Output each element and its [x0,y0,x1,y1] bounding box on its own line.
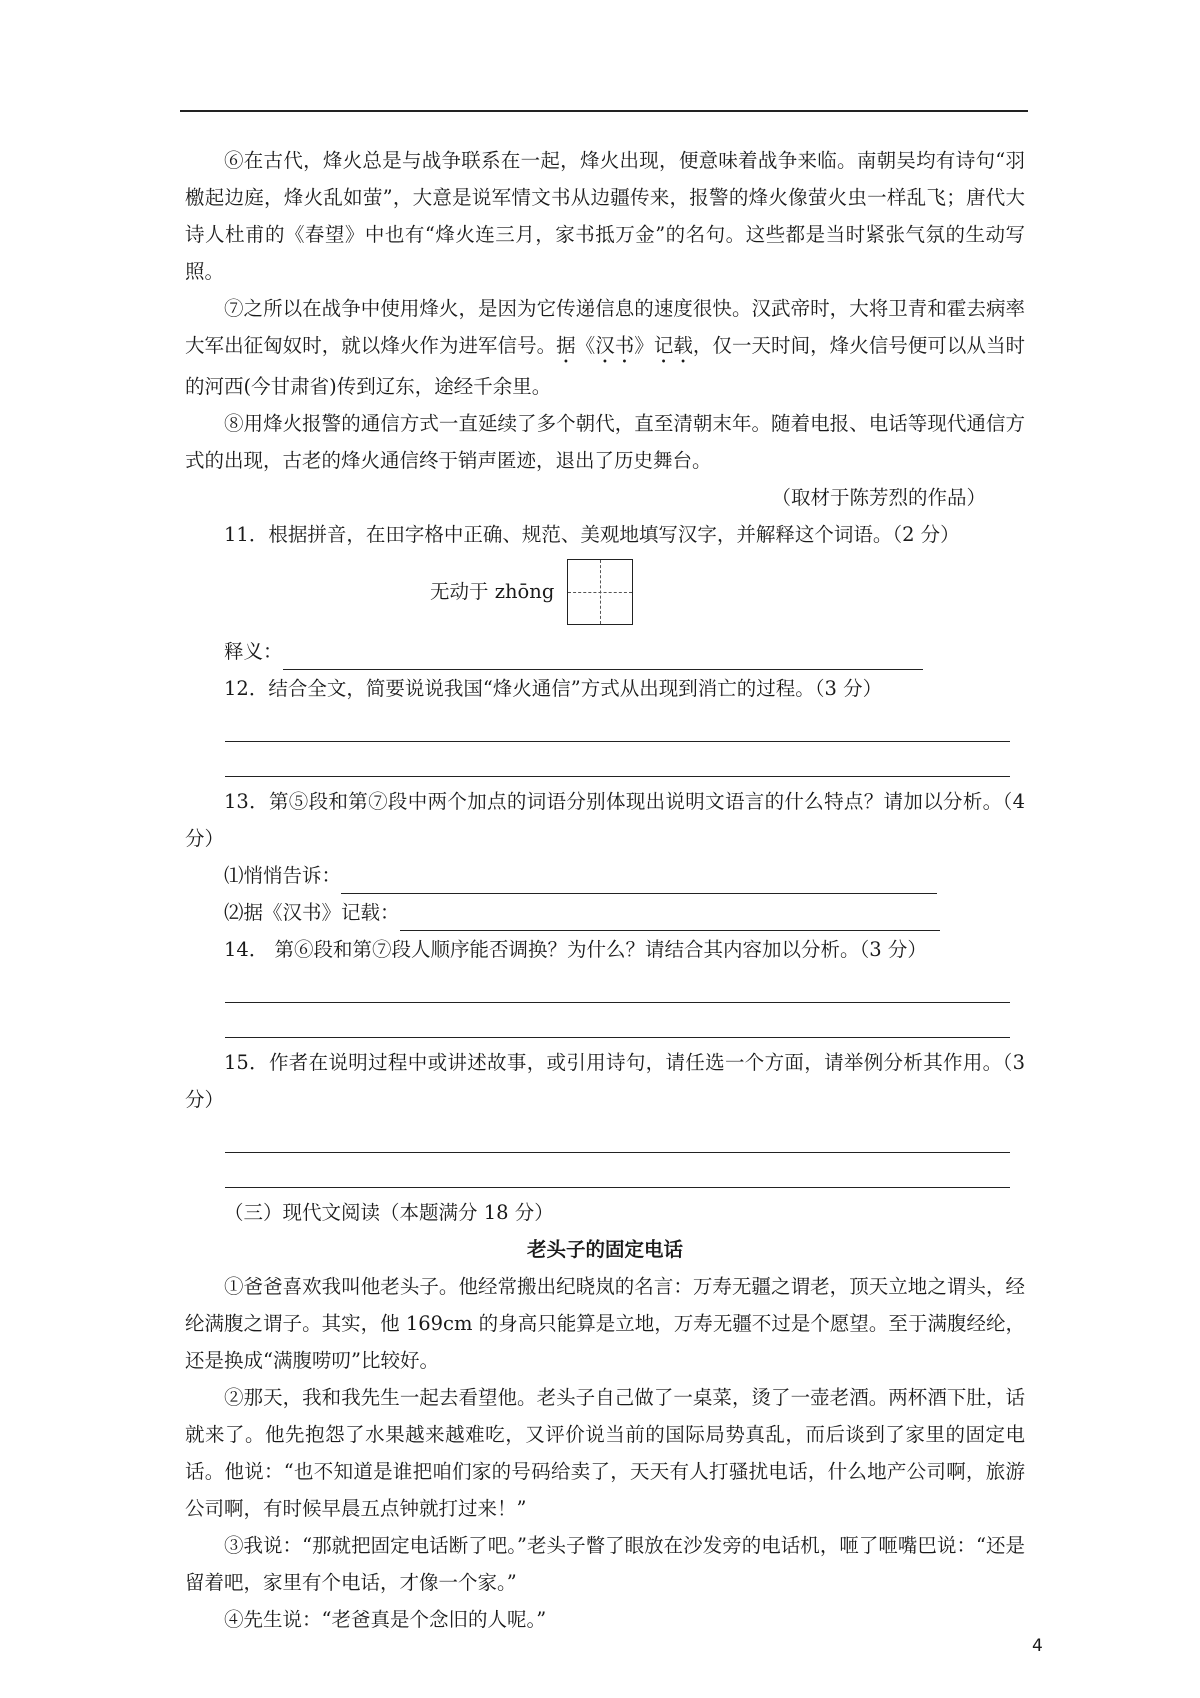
paragraph-7-text-end: ，仅一天时间，烽火信号便可以从当时的河西(今甘肃省)传到辽东，途经千余里。 [185,334,1025,398]
tianzige-box[interactable] [567,559,633,625]
answer-blank[interactable] [400,906,940,931]
page-content [185,142,1025,1638]
explanation-line [185,633,1025,670]
article-paragraph-3: ③我说：“那就把固定电话断了吧。”老头子瞥了眼放在沙发旁的电话机，咂了咂嘴巴说：“还是留着吧，家里有个电话，才像一个家。” [185,1534,1025,1594]
header-rule [180,110,1028,112]
article-paragraph-4: ④先生说：“老爸真是个念旧的人呢。” [224,1608,547,1631]
answer-line[interactable] [225,1009,1010,1038]
paragraph-7-text: ⑦之所以在战争中使用烽火，是因为它传递信息的速度很快。汉武帝时，大将卫青和霍去病率大军出征匈奴时，就以烽火作为进军信号。 [185,297,1025,357]
question-13: 13．第⑤段和第⑦段中两个加点的词语分别体现出说明文语言的什么特点？请加以分析。（4 分） [185,790,1025,850]
answer-line[interactable] [225,748,1010,777]
tianzige-vertical-line [600,560,601,624]
tianzige-row [185,553,1025,633]
paragraph-6: ⑥在古代，烽火总是与战争联系在一起，烽火出现，便意味着战争来临。南朝吴均有诗句“羽檄起边庭，烽火乱如萤”，大意是说军情文书从边疆传来，报警的烽火像萤火虫一样乱飞；唐代大诗人杜甫的《春望》中也有“烽火连三月，家书抵万金”的名句。这些都是当时紧张气氛的生动写照。 [185,149,1025,283]
explanation-label: 释义： [224,640,283,663]
article-paragraph-1: ①爸爸喜欢我叫他老头子。他经常搬出纪晓岚的名言：万寿无疆之谓老，顶天立地之谓头，经纶满腹之谓子。其实，他 169cm 的身高只能算是立地，万寿无疆不过是个愿望。至于满腹经纶，还是换成“满腹唠叨”比较好。 [185,1275,1025,1372]
question-13-part-2 [185,894,1025,931]
answer-blank[interactable] [341,869,937,894]
paragraph-8: ⑧用烽火报警的通信方式一直延续了多个朝代，直至清朝末年。随着电报、电话等现代通信方式的出现，古老的烽火通信终于销声匿迹，退出了历史舞台。 [185,412,1025,472]
question-14: 14． 第⑥段和第⑦段人顺序能否调换？为什么？请结合其内容加以分析。（3 分） [224,938,927,961]
paragraph-7 [185,290,1025,405]
answer-line[interactable] [225,713,1010,742]
answer-line[interactable] [225,1159,1010,1188]
source-attribution: （取材于陈芳烈的作品） [771,486,986,509]
part-2-label: ⑵据《汉书》记载： [224,901,400,924]
question-11: 11．根据拼音，在田字格中正确、规范、美观地填写汉字，并解释这个词语。（2 分） [224,523,960,546]
dotted-phrase: 据《汉书》记载 [556,334,693,357]
answer-line[interactable] [225,974,1010,1003]
article-title: 老头子的固定电话 [526,1238,683,1261]
question-15: 15．作者在说明过程中或讲述故事，或引用诗句，请任选一个方面，请举例分析其作用。（3 分） [185,1051,1025,1111]
explanation-blank[interactable] [283,645,923,670]
answer-line[interactable] [225,1124,1010,1153]
question-13-part-1 [185,857,1025,894]
article-paragraph-2: ②那天，我和我先生一起去看望他。老头子自己做了一桌菜，烫了一壶老酒。两杯酒下肚，话就来了。他先抱怨了水果越来越难吃，又评价说当前的国际局势真乱，而后谈到了家里的固定电话。他说：“也不知道是谁把咱们家的号码给卖了，天天有人打骚扰电话，什么地产公司啊，旅游公司啊，有时候早晨五点钟就打过来！” [185,1386,1025,1520]
question-12: 12．结合全文，简要说说我国“烽火通信”方式从出现到消亡的过程。（3 分） [224,677,883,700]
page-number: 4 [1032,1636,1043,1656]
part-1-label: ⑴悄悄告诉： [224,864,342,887]
pinyin-prompt: 无动于 zhōng [430,580,555,603]
section-heading: （三）现代文阅读（本题满分 18 分） [224,1201,554,1224]
